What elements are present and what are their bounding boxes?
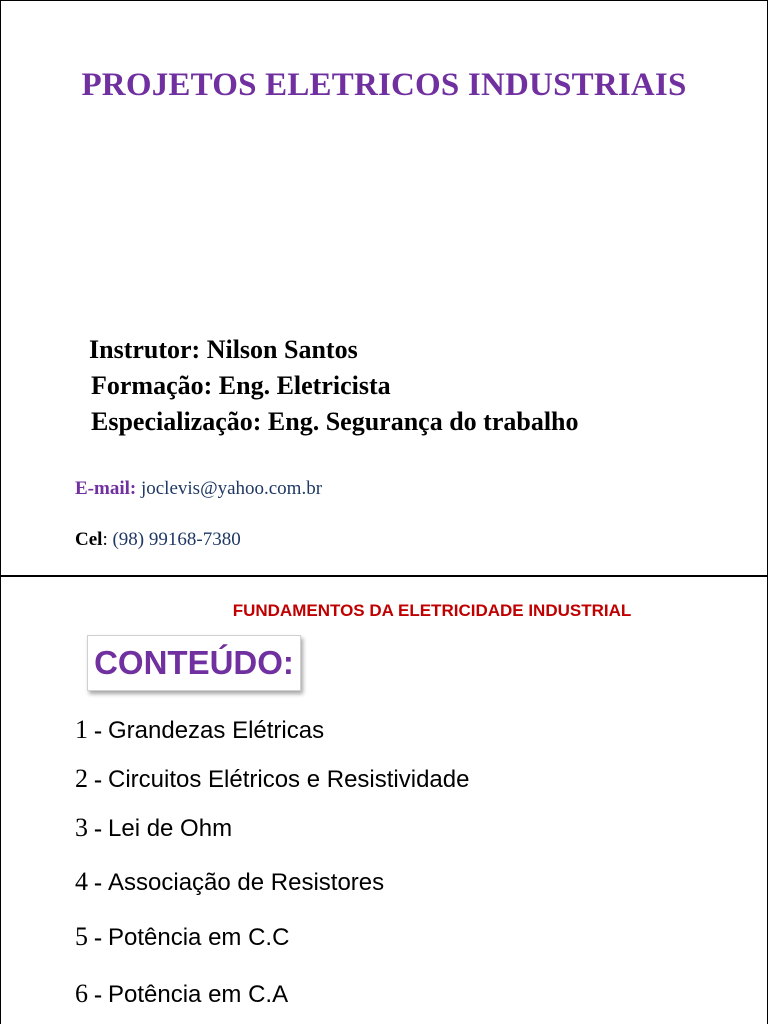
cel-colon: : — [102, 529, 108, 550]
page-title: PROJETOS ELETRICOS INDUSTRIAIS — [81, 67, 687, 103]
item-number: 6 — [75, 979, 88, 1008]
item-dash: - — [94, 870, 102, 896]
section-subtitle: FUNDAMENTOS DA ELETRICIDADE INDUSTRIAL — [232, 601, 632, 620]
cel-line — [75, 529, 241, 551]
list-item — [75, 979, 288, 1009]
cel-value: (98) 99168-7380 — [112, 529, 241, 550]
content-heading-box — [87, 635, 301, 691]
slide-contents — [1, 577, 767, 1024]
specialization-line: Especialização: Eng. Segurança do trabalho — [91, 407, 579, 436]
item-number: 2 — [75, 764, 88, 793]
email-line — [75, 478, 322, 500]
item-number: 5 — [75, 922, 88, 951]
email-label: E-mail: — [75, 478, 137, 499]
instructor-line: Instrutor: Nilson Santos — [89, 335, 358, 364]
slide-cover — [1, 1, 767, 577]
list-item — [75, 867, 384, 897]
item-dash: - — [94, 925, 102, 951]
list-item — [75, 764, 469, 794]
item-label: Circuitos Elétricos e Resistividade — [108, 766, 470, 793]
item-label: Associação de Resistores — [108, 869, 385, 896]
list-item — [75, 813, 232, 843]
list-item — [75, 922, 289, 952]
item-label: Lei de Ohm — [108, 815, 233, 842]
list-item — [75, 715, 324, 745]
item-dash: - — [94, 718, 102, 744]
email-value[interactable]: joclevis@yahoo.com.br — [140, 478, 323, 499]
item-label: Potência em C.C — [108, 924, 290, 951]
content-heading: CONTEÚDO: — [94, 644, 294, 681]
item-number: 4 — [75, 867, 88, 896]
cel-label: Cel — [75, 529, 103, 550]
formation-line: Formação: Eng. Eletricista — [91, 371, 391, 400]
item-dash: - — [94, 767, 102, 793]
item-dash: - — [94, 816, 102, 842]
item-label: Grandezas Elétricas — [108, 717, 325, 744]
item-dash: - — [94, 982, 102, 1008]
item-label: Potência em C.A — [108, 981, 289, 1008]
item-number: 3 — [75, 813, 88, 842]
item-number: 1 — [75, 715, 88, 744]
